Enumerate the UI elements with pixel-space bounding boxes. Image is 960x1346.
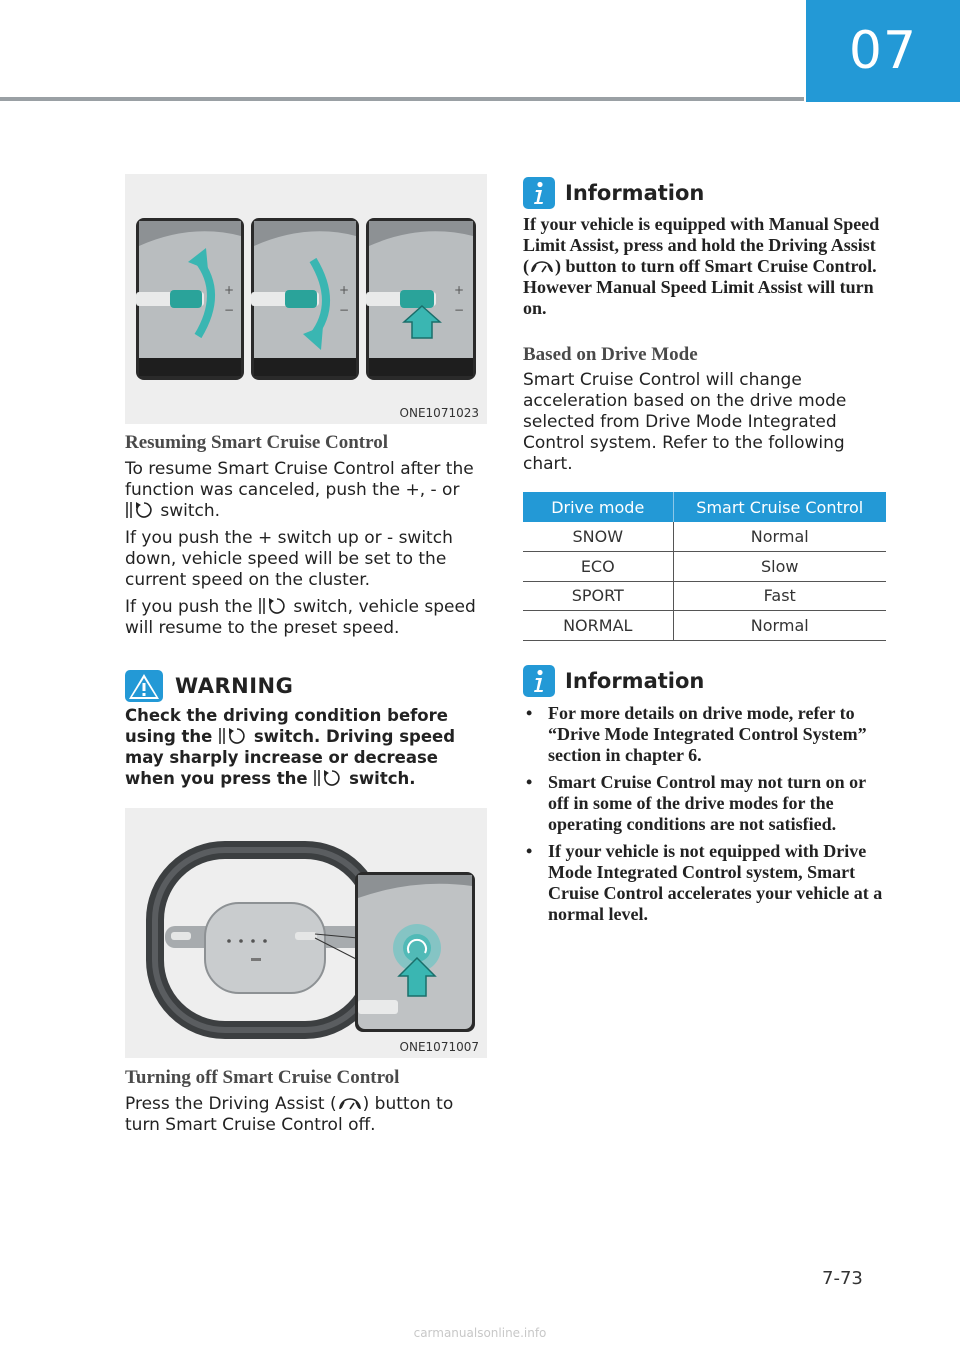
resume-paragraph-3: If you push the switch, vehicle speed will resume to the preset speed. [125, 597, 476, 638]
chapter-tab [806, 0, 960, 102]
list-item: • If your vehicle is not equipped with Drive Mode Integrated Control system, Smart Cruise Control accelerates your vehicle at a normal level. [523, 841, 886, 925]
page-number: 7-73 [822, 1268, 863, 1289]
svg-text:−: − [224, 303, 235, 317]
table-row [523, 581, 886, 611]
information-label: Information [565, 669, 705, 693]
table-row [523, 552, 886, 582]
information-icon [523, 665, 555, 697]
figure-code: ONE1071023 [399, 406, 479, 420]
header-rule [0, 97, 804, 101]
information-icon [523, 177, 555, 209]
resume-title: Resuming Smart Cruise Control [125, 432, 389, 453]
figure-code: ONE1071007 [399, 1040, 479, 1054]
warning-triangle-icon [125, 670, 163, 702]
table-cell: Normal [673, 611, 886, 641]
resume-switch-icon [218, 727, 248, 745]
drive-mode-title: Based on Drive Mode [523, 344, 698, 365]
table-cell: SNOW [523, 522, 673, 552]
resume-switch-icon [313, 769, 343, 787]
list-item: • Smart Cruise Control may not turn on or off in some of the drive modes for the operating conditions are not satisfied. [523, 772, 886, 835]
svg-text:+: + [454, 283, 465, 297]
turnoff-paragraph: Press the Driving Assist ( ) button to turn Smart Cruise Control off. [125, 1094, 454, 1135]
resume-switch-illustration [125, 174, 487, 424]
svg-text:+: + [339, 283, 350, 297]
table-header-cell: Smart Cruise Control [673, 492, 886, 522]
resume-paragraph-1: To resume Smart Cruise Control after the function was canceled, push the +, - or switch. [125, 459, 474, 521]
warning-heading [125, 670, 293, 702]
warning-text: Check the driving condition before using the switch. Driving speed may sharply increase or decrease when you press the switch. [125, 706, 456, 788]
resume-switch-icon [258, 597, 288, 615]
information-heading-2 [523, 665, 704, 697]
information-bullets [523, 703, 886, 931]
table-header-row [523, 492, 886, 522]
figure-steering-wheel [125, 808, 487, 1058]
table-cell: Fast [673, 581, 886, 611]
driving-assist-icon [337, 1094, 363, 1112]
table-cell: Normal [673, 522, 886, 552]
chapter-number: 07 [848, 21, 918, 81]
list-item: • For more details on drive mode, refer to “Drive Mode Integrated Control System” section in chapter 6. [523, 703, 886, 766]
information-label: Information [565, 181, 705, 205]
drive-mode-paragraph: Smart Cruise Control will change acceleration based on the drive mode selected from Drive Mode Integrated Control system. Refer to the following chart. [523, 370, 847, 474]
watermark: carmanualsonline.info [413, 1326, 547, 1340]
table-cell: NORMAL [523, 611, 673, 641]
resume-paragraph-2: If you push the + switch up or - switch down, vehicle speed will be set to the current speed on the cluster. [125, 528, 453, 590]
drive-mode-table [523, 492, 886, 641]
figure-resume-switch [125, 174, 487, 424]
table-row [523, 522, 886, 552]
svg-text:+: + [224, 283, 235, 297]
steering-wheel-illustration [125, 808, 487, 1058]
resume-switch-icon [125, 501, 155, 519]
table-cell: Slow [673, 552, 886, 582]
information-text-1: If your vehicle is equipped with Manual Speed Limit Assist, press and hold the Driving Assist ( ) button to turn off Smart Cruise Control. However Manual Speed Limit Assist will turn on. [523, 214, 880, 318]
turnoff-title: Turning off Smart Cruise Control [125, 1067, 400, 1088]
svg-text:−: − [454, 303, 465, 317]
table-row [523, 611, 886, 641]
information-heading-1 [523, 177, 704, 209]
warning-label: WARNING [175, 674, 294, 698]
driving-assist-icon [529, 257, 555, 275]
table-header-cell: Drive mode [523, 492, 673, 522]
table-cell: ECO [523, 552, 673, 582]
svg-text:−: − [339, 303, 350, 317]
table-cell: SPORT [523, 581, 673, 611]
